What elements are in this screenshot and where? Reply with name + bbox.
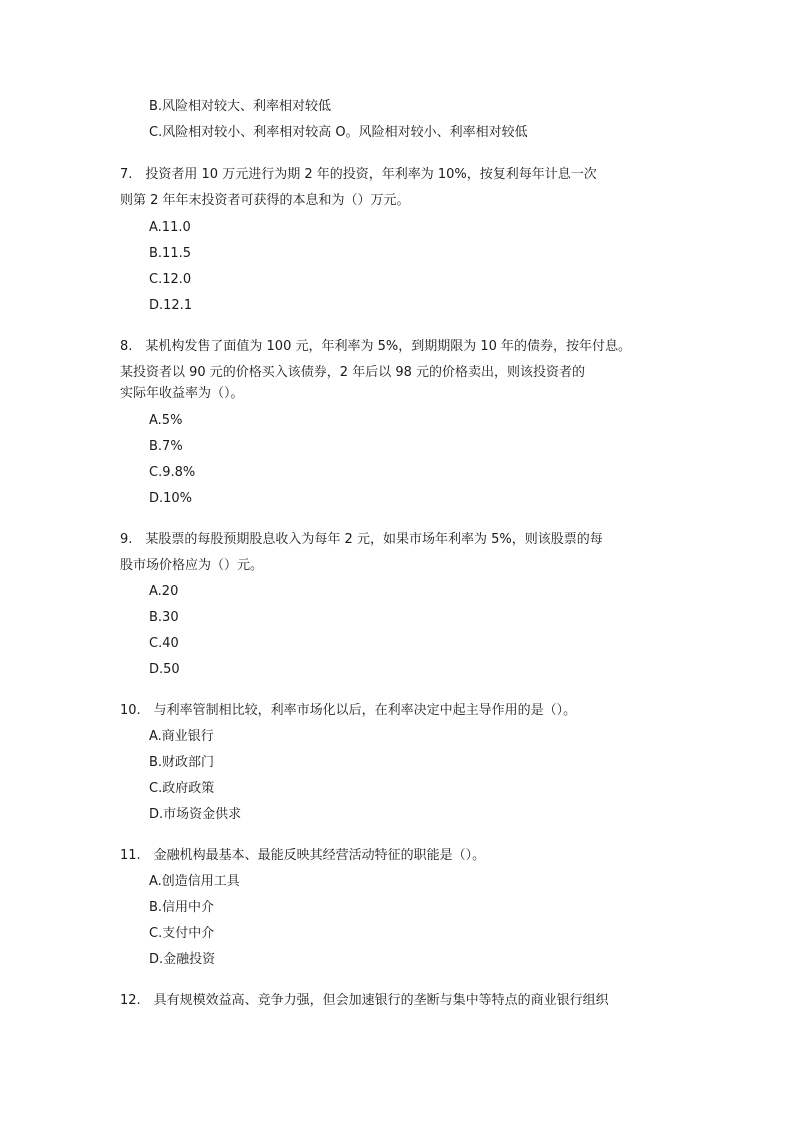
question-12-text: 12. 具有规模效益高、竞争力强，但会加速银行的垄断与集中等特点的商业银行组织 [120, 993, 609, 1008]
question-9-option-d: D.50 [149, 662, 180, 677]
question-11-option-b: B.信用中介 [149, 900, 215, 915]
question-11-text: 11. 金融机构最基本、最能反映其经营活动特征的职能是（）。 [120, 848, 486, 863]
question-9-text: 股市场价格应为（）元。 [120, 558, 264, 573]
question-9-text: 9. 某股票的每股预期股息收入为每年 2 元，如果市场年利率为 5%，则该股票的每 [120, 532, 603, 547]
question-10-option-c: C.政府政策 [149, 781, 215, 796]
question-10-option-b: B.财政部门 [149, 755, 215, 770]
question-8-text: 某投资者以 90 元的价格买入该债券，2 年后以 98 元的价格卖出，则该投资者的 [120, 365, 586, 380]
option-text: C.风险相对较小、利率相对较高 O。风险相对较小、利率相对较低 [149, 125, 528, 140]
question-7-option-a: A.11.0 [149, 220, 191, 235]
question-7-option-b: B.11.5 [149, 246, 191, 261]
question-10-option-d: D.市场资金供求 [149, 807, 242, 822]
question-8-text: 8. 某机构发售了面值为 100 元，年利率为 5%，到期期限为 10 年的债券，按年付息。 [120, 339, 632, 354]
question-8-option-d: D.10% [149, 491, 193, 506]
question-11-option-c: C.支付中介 [149, 926, 215, 941]
question-7-text: 则第 2 年年末投资者可获得的本息和为（）万元。 [120, 193, 410, 208]
question-7-option-d: D.12.1 [149, 298, 193, 313]
question-8-option-b: B.7% [149, 439, 183, 454]
question-7-option-c: C.12.0 [149, 272, 192, 287]
option-text: B.风险相对较大、利率相对较低 [149, 99, 332, 114]
question-8-option-c: C.9.8% [149, 465, 196, 480]
question-10-option-a: A.商业银行 [149, 729, 214, 744]
question-11-option-a: A.创造信用工具 [149, 874, 240, 889]
question-8-option-a: A.5% [149, 413, 183, 428]
question-11-option-d: D.金融投资 [149, 952, 216, 967]
question-9-option-c: C.40 [149, 636, 179, 651]
question-8-text: 实际年收益率为（）。 [120, 386, 244, 401]
question-9-option-a: A.20 [149, 584, 179, 599]
question-10-text: 10. 与利率管制相比较，利率市场化以后，在利率决定中起主导作用的是（）。 [120, 703, 577, 718]
question-9-option-b: B.30 [149, 610, 179, 625]
question-7-text: 7. 投资者用 10 万元进行为期 2 年的投资，年利率为 10%，按复利每年计息一次 [120, 167, 597, 182]
